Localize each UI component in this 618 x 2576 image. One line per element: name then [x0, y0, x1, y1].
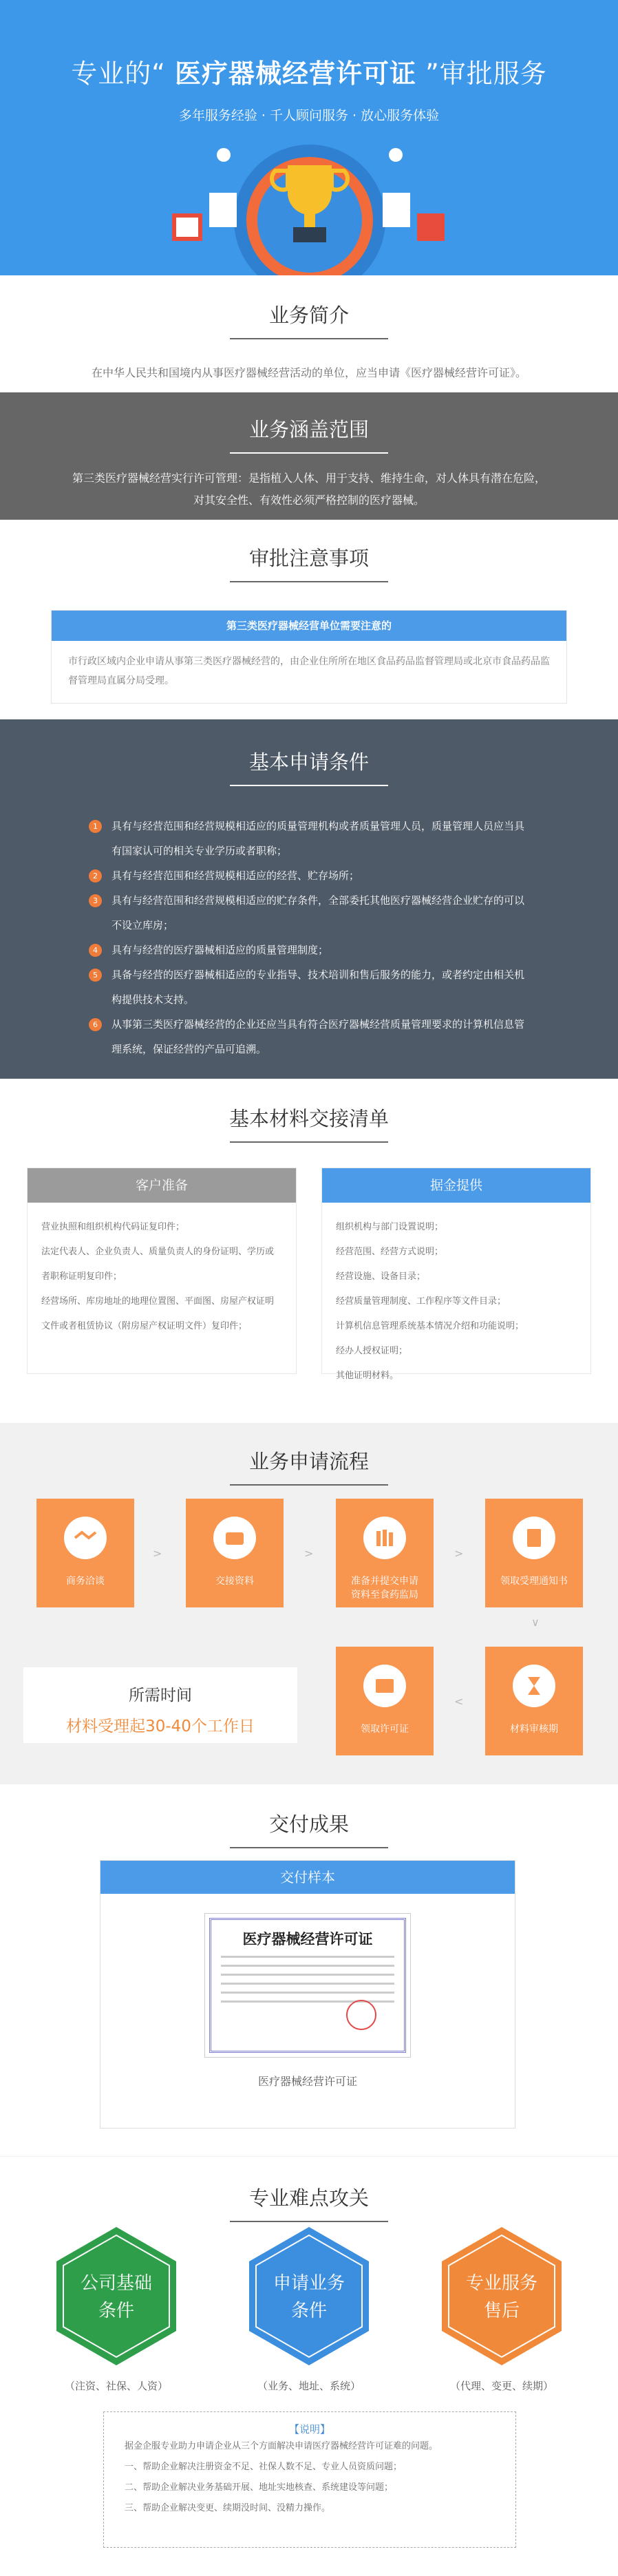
- chevron-right-icon: >: [304, 1547, 314, 1560]
- list-item: 经营质量管理制度、工作程序等文件目录；: [336, 1296, 507, 1307]
- condition-item: 2 具有与经营范围和经营规模相适应的经营、贮存场所；: [89, 863, 529, 888]
- list-item: 经营设施、设备目录；: [336, 1271, 426, 1282]
- flow-step-negotiation: 商务洽谈: [36, 1499, 134, 1607]
- time-title: 所需时间: [129, 1687, 192, 1704]
- flow-step-get-license: 领取许可证: [336, 1647, 434, 1755]
- certificate-image: [204, 1913, 411, 2058]
- number-badge: 2: [89, 869, 102, 883]
- license-icon: [363, 1665, 406, 1707]
- notice-bar: 第三类医疗器械经营单位需要注意的: [52, 611, 566, 641]
- number-badge: 1: [89, 820, 102, 833]
- heading-underline: [230, 581, 388, 582]
- time-value: 材料受理起30-40个工作日: [66, 1718, 255, 1735]
- client-prepare-title: 客户准备: [28, 1168, 296, 1203]
- list-item: 其他证明材料。: [336, 1371, 399, 1381]
- chevron-right-icon: >: [454, 1547, 464, 1560]
- conditions-heading: 基本申请条件: [248, 750, 369, 774]
- hero-title: 专业的“ 医疗器械经营许可证 ”审批服务: [71, 59, 547, 89]
- condition-item: 1 具有与经营范围和经营规模相适应的质量管理机构或者质量管理人员，质量管理人员应当具有国家认可的相关专业学历或者职称；: [89, 814, 529, 863]
- hex-caption: （业务、地址、系统）: [257, 2380, 361, 2392]
- list-item: 经营场所、库房地址的地理位置图、平面图、房屋产权证明文件或者租赁协议（附房屋产权证明文件）复印件；: [41, 1296, 275, 1331]
- condition-item: 6 从事第三类医疗器械经营的企业还应当具有符合医疗器械经营质量管理要求的计算机信息管理系统，保证经营的产品可追溯。: [89, 1012, 529, 1062]
- heading-underline: [230, 1484, 388, 1486]
- wallet-icon: [213, 1517, 256, 1559]
- chevron-right-icon: >: [153, 1547, 162, 1560]
- list-item: 法定代表人、企业负责人、质量负责人的身份证明、学历或者职称证明复印件；: [41, 1247, 275, 1282]
- intro-heading: 业务简介: [268, 304, 349, 327]
- document-icon: [513, 1517, 555, 1559]
- notice-text: 市行政区域内企业申请从事第三类医疗器械经营的，由企业住所所在地区食品药品监督管理局或北京市食品药品监督管理局直属分局受理。: [68, 656, 550, 686]
- number-badge: 5: [89, 969, 102, 982]
- hourglass-icon: [513, 1665, 555, 1707]
- certificate-title: 医疗器械经营许可证: [242, 1931, 373, 1947]
- provider-title: 据金提供: [322, 1168, 590, 1203]
- intro-text: 在中华人民共和国境内从事医疗器械经营活动的单位，应当申请《医疗器械经营许可证》。: [91, 366, 526, 379]
- number-badge: 4: [89, 944, 102, 957]
- conditions-section: [0, 719, 618, 1079]
- hex-business-conditions: 申请业务 条件 （业务、地址、系统）: [248, 2226, 370, 2367]
- chevron-down-icon: ∨: [531, 1616, 540, 1629]
- number-badge: 3: [89, 894, 102, 907]
- flow-step-receive-notice: 领取受理通知书: [485, 1499, 583, 1607]
- heading-underline: [230, 1847, 388, 1848]
- flow-step-handover: 交接资料: [186, 1499, 284, 1607]
- provider-column: [321, 1168, 591, 1381]
- explanation-line: 二、帮助企业解决业务基础开展、地址实地核查、系统建设等问题；: [125, 2482, 394, 2493]
- flow-heading: 业务申请流程: [248, 1450, 369, 1473]
- certificate-caption: 医疗器械经营许可证: [257, 2075, 357, 2088]
- heading-underline: [230, 452, 388, 454]
- flow-step-review: 材料审核期: [485, 1647, 583, 1755]
- materials-heading: 基本材料交接清单: [228, 1107, 389, 1130]
- time-required-box: [23, 1667, 297, 1743]
- delivery-sample-box: [100, 1860, 515, 2129]
- delivery-heading: 交付成果: [268, 1813, 349, 1836]
- notice-box: [51, 610, 567, 704]
- hex-after-sales: 专业服务 售后 （代理、变更、续期）: [440, 2226, 563, 2367]
- heading-underline: [230, 338, 388, 339]
- scope-heading: 业务涵盖范围: [248, 418, 369, 441]
- heading-underline: [230, 785, 388, 786]
- seal-icon: [346, 2000, 376, 2030]
- condition-item: 3 具有与经营范围和经营规模相适应的贮存条件，全部委托其他医疗器械经营企业贮存的可以不设立库房；: [89, 888, 529, 938]
- explanation-box: [103, 2411, 516, 2548]
- explanation-line: 三、帮助企业解决变更、续期没时间、没精力操作。: [125, 2503, 331, 2513]
- difficulty-heading: 专业难点攻关: [248, 2186, 369, 2210]
- hex-caption: （注资、社保、人资）: [64, 2380, 168, 2392]
- heading-underline: [230, 1141, 388, 1143]
- hero-subtitle: 多年服务经验 · 千人顾问服务 · 放心服务体验: [178, 108, 440, 123]
- notice-heading: 审批注意事项: [248, 547, 369, 570]
- scope-text: 第三类医疗器械经营实行许可管理：是指植入人体、用于支持、维持生命，对人体具有潜在危险， 对其安全性、有效性必须严格控制的医疗器械。: [72, 472, 546, 507]
- handshake-icon: [64, 1517, 107, 1559]
- delivery-section: [0, 1784, 618, 2156]
- explanation-title: 【说明】: [288, 2423, 330, 2436]
- condition-item: 5 具备与经营的医疗器械相适应的专业指导、技术培训和售后服务的能力，或者约定由相关机构提供技术支持。: [89, 962, 529, 1012]
- flow-step-submit: 准备并提交申请资料至食药监局: [336, 1499, 434, 1607]
- scope-section: [0, 392, 618, 520]
- chevron-left-icon: <: [454, 1695, 464, 1708]
- condition-item: 4 具有与经营的医疗器械相适应的质量管理制度；: [89, 938, 529, 962]
- conditions-list: [89, 814, 529, 1062]
- client-prepare-column: [27, 1168, 297, 1374]
- difficulty-section: [0, 2156, 618, 2569]
- trophy-illustration-icon: [158, 131, 461, 275]
- explanation-line: 据金企服专业助力申请企业从三个方面解决申请医疗器械经营许可证难的问题。: [125, 2441, 438, 2451]
- explanation-line: 一、帮助企业解决注册资金不足、社保人数不足、专业人员资质问题；: [125, 2462, 403, 2472]
- books-icon: [363, 1517, 406, 1559]
- materials-section: [0, 1079, 618, 1423]
- list-item: 组织机构与部门设置说明；: [336, 1222, 444, 1232]
- delivery-sample-bar: 交付样本: [100, 1861, 515, 1894]
- list-item: 营业执照和组织机构代码证复印件；: [41, 1222, 185, 1232]
- number-badge: 6: [89, 1018, 102, 1031]
- hex-caption: （代理、变更、续期）: [449, 2380, 553, 2392]
- heading-underline: [230, 2221, 388, 2222]
- flow-section: [0, 1423, 618, 1784]
- hero-banner: [0, 0, 618, 275]
- list-item: 经办人授权证明；: [336, 1346, 408, 1356]
- list-item: 计算机信息管理系统基本情况介绍和功能说明；: [336, 1321, 524, 1331]
- list-item: 经营范围、经营方式说明；: [336, 1247, 444, 1257]
- notice-section: [0, 520, 618, 719]
- intro-section: [0, 275, 618, 392]
- hex-company-basis: 公司基础 条件 （注资、社保、人资）: [55, 2226, 178, 2367]
